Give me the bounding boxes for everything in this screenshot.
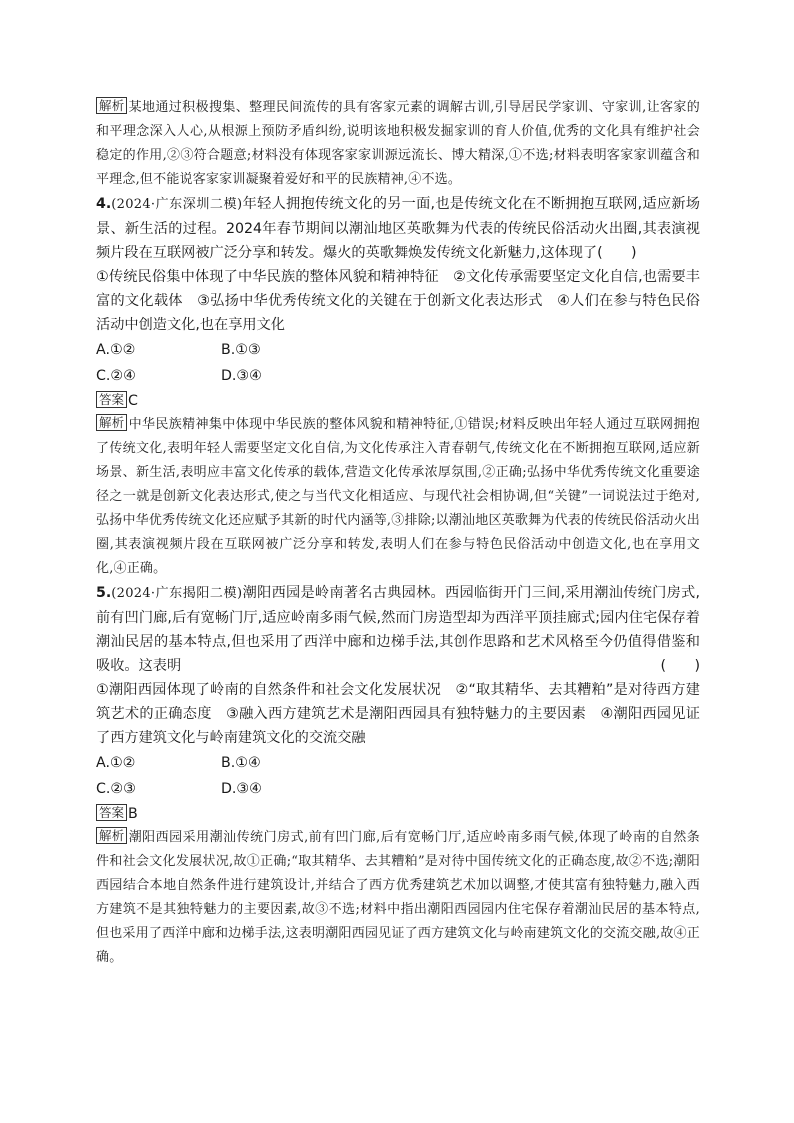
answer-tag: 答案 [96, 804, 127, 821]
question-5-explanation-text: 潮阳西园采用潮汕传统门房式,前有凹门廊,后有宽畅门厅,适应岭南多雨气候,体现了岭南的自然条件和社会文化发展状况,故①正确;“取其精华、去其糟粕”是对待中国传统文化的正确态度,故②不选;潮阳西园结合本地自然条件进行建筑设计,并结合了西方优秀建筑艺术加以调整,才使其富有独特魅力,融入西方建筑不是其独特魅力的主要因素,故③不选;材料中指出潮阳西园园内住宅保存着潮汕民居的基本特点,但也采用了西洋中廊和边梯手法,这表明潮阳西园见证了西方建筑文化与岭南建筑文化的交流交融,故④正确。 [96, 830, 700, 965]
question-5-stem [96, 581, 700, 678]
question-4-number: 4. [96, 196, 112, 212]
question-5-statements: ①潮阳西园体现了岭南的自然条件和社会文化发展状况 ②“取其精华、去其糟粕”是对待西方建筑艺术的正确态度 ③融入西方建筑艺术是潮阳西园具有独特魅力的主要因素 ④潮阳西园见证了西方建筑文化与岭南建筑文化的交流交融 [96, 682, 700, 746]
question-5-explanation [96, 826, 700, 970]
document-page [96, 96, 700, 970]
question-4-explanation-text: 中华民族精神集中体现中华民族的整体风貌和精神特征,①错误;材料反映出年轻人通过互联网拥抱了传统文化,表明年轻人需要坚定文化自信,为文化传承注入青春朝气,传统文化在不断拥抱互联网,适应新场景、新生活,表明应丰富文化传承的载体,营造文化传承浓厚氛围,②正确;弘扬中华优秀传统文化重要途径之一就是创新文化表达形式,使之与当代文化相适应、与现代社会相协调,但“关键”一词说法过于绝对,弘扬中华优秀传统文化还应赋予其新的时代内涵等,③排除;以潮汕地区英歌舞为代表的传统民俗活动火出圈,其表演视频片段在互联网被广泛分享和转发,表明人们在参与特色民俗活动中创造文化,也在享用文化,④正确。 [96, 417, 700, 576]
question-4-option-d: D.③④ [221, 368, 262, 384]
question-5-option-b: B.①④ [221, 755, 261, 771]
question-4-explanation [96, 413, 700, 581]
question-5-option-c: C.②③ [96, 781, 136, 797]
question-4-option-c: C.②④ [96, 368, 136, 384]
question-5-option-d: D.③④ [221, 781, 262, 797]
question-4-statements: ①传统民俗集中体现了中华民族的整体风貌和精神特征 ②文化传承需要坚定文化自信,也需要丰富的文化载体 ③弘扬中华优秀传统文化的关键在于创新文化表达形式 ④人们在参与特色民俗活动中创造文化,也在享用文化 [96, 269, 700, 333]
question-5-answer-blank: ( ) [660, 658, 700, 674]
question-4-stem [96, 192, 700, 265]
explanation-tag: 解析 [96, 827, 127, 844]
question-4-answer-value: C [128, 393, 138, 409]
question-4-options-row-1 [96, 337, 700, 363]
question-5-option-a: A.①② [96, 755, 136, 771]
prev-explanation-text: 某地通过积极搜集、整理民间流传的具有客家元素的调解古训,引导居民学家训、守家训,让客家的和平理念深入人心,从根源上预防矛盾纠纷,说明该地积极发掘家训的育人价值,优秀的文化具有维护社会稳定的作用,②③符合题意;材料没有体现客家家训源远流长、博大精深,①不选;材料表明客家家训蕴含和平理念,但不能说客家家训凝聚着爱好和平的民族精神,④不选。 [96, 100, 700, 187]
question-4-source: (2024·广东深圳二模) [111, 197, 243, 212]
question-4-stem-text: 年轻人拥抱传统文化的另一面,也是传统文化在不断拥抱互联网,适应新场景、新生活的过程。2024年春节期间以潮汕地区英歌舞为代表的传统民俗活动火出圈,其表演视频片段在互联网被广泛分享和转发。爆火的英歌舞焕发传统文化新魅力,这体现了( ) [96, 196, 700, 261]
question-5-options-row-1 [96, 750, 700, 776]
question-4-answer [96, 389, 700, 413]
question-5-stem-text: 潮阳西园是岭南著名古典园林。西园临街开门三间,采用潮汕传统门房式,前有凹门廊,后有宽畅门厅,适应岭南多雨气候,然而门房造型却为西洋平顶挂廊式;园内住宅保存着潮汕民居的基本特点,但也采用了西洋中廊和边梯手法,其创作思路和艺术风格至今仍值得借鉴和吸收。这表明 [96, 585, 700, 674]
explanation-tag: 解析 [96, 414, 127, 431]
question-5-source: (2024·广东揭阳二模) [111, 586, 243, 601]
prev-explanation [96, 96, 700, 192]
question-4-options-row-2 [96, 363, 700, 389]
question-4-option-a: A.①② [96, 342, 136, 358]
question-5-number: 5. [96, 585, 112, 601]
question-5-options-row-2 [96, 776, 700, 802]
question-4-option-b: B.①③ [221, 342, 261, 358]
question-5-answer [96, 802, 700, 826]
answer-tag: 答案 [96, 391, 127, 408]
explanation-tag: 解析 [96, 97, 127, 114]
question-5-answer-value: B [128, 806, 138, 822]
